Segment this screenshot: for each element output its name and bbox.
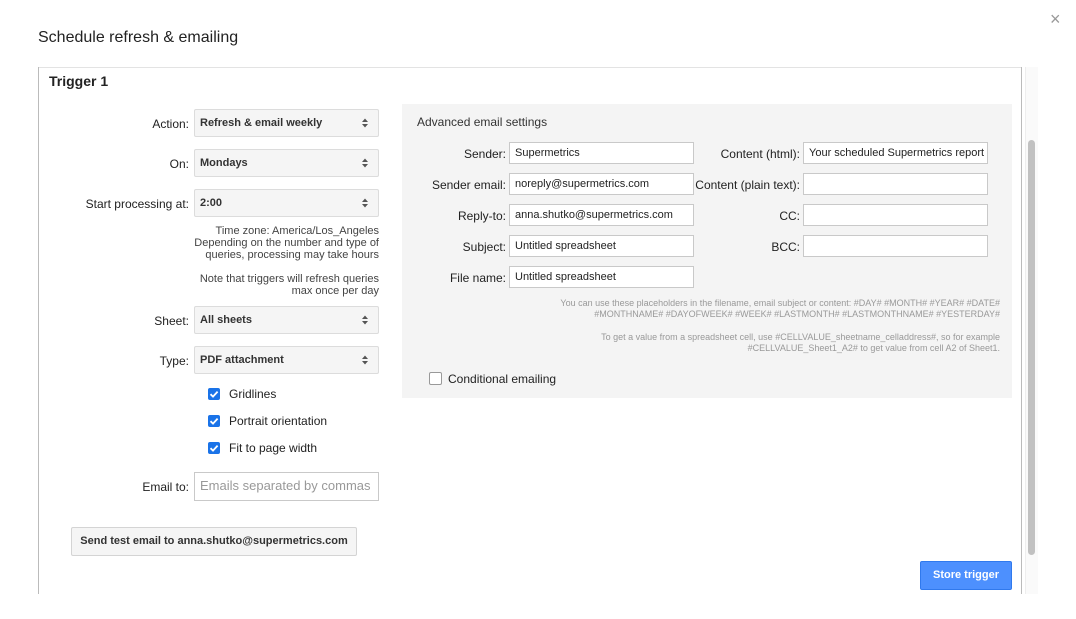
sheet-label: Sheet: [154, 314, 189, 328]
checkbox-checked-icon[interactable] [208, 388, 220, 400]
on-label: On: [169, 157, 189, 171]
timezone-note-line: Depending on the number and type of [194, 237, 379, 249]
file-name-label: File name: [449, 271, 506, 285]
sheet-select[interactable] [194, 306, 379, 334]
bcc-input[interactable] [803, 235, 988, 257]
subject-label: Subject: [462, 240, 506, 254]
check-icon [208, 388, 220, 400]
timezone-note-line: Time zone: America/Los_Angeles [215, 225, 379, 237]
placeholder-note-line: #MONTHNAME# #DAYOFWEEK# #WEEK# #LASTMONTH# #LASTMONTHNAME# #YESTERDAY# [594, 309, 1000, 319]
cc-label: CC: [779, 209, 800, 223]
close-icon[interactable]: × [1050, 9, 1061, 29]
trigger-title: Trigger 1 [49, 73, 109, 89]
content-right-border [1021, 67, 1022, 594]
cell-value-note [430, 332, 1000, 354]
send-test-email-button[interactable]: Send test email to anna.shutko@supermetrics.com [71, 527, 357, 556]
conditional-emailing-label: Conditional emailing [448, 372, 557, 386]
sender-email-input[interactable]: noreply@supermetrics.com [509, 173, 694, 195]
bcc-label: BCC: [771, 240, 800, 254]
check-icon [208, 415, 220, 427]
content-html-input[interactable]: Your scheduled Supermetrics report [803, 142, 988, 164]
subject-input[interactable]: Untitled spreadsheet [509, 235, 694, 257]
fit-to-page-width-label: Fit to page width [229, 441, 318, 455]
advanced-settings-title: Advanced email settings [417, 115, 548, 129]
portrait-orientation-label: Portrait orientation [229, 414, 328, 428]
fit-to-page-width-checkbox[interactable] [208, 441, 388, 455]
conditional-emailing-checkbox[interactable] [429, 372, 629, 386]
select-arrows-icon [361, 117, 369, 129]
email-to-input[interactable]: Emails separated by commas [194, 472, 379, 501]
select-arrows-icon [361, 314, 369, 326]
checkbox-checked-icon[interactable] [208, 442, 220, 454]
dialog-title: Schedule refresh & emailing [38, 29, 239, 46]
checkbox-checked-icon[interactable] [208, 415, 220, 427]
content-plain-label: Content (plain text): [695, 178, 800, 192]
on-select[interactable] [194, 149, 379, 177]
select-arrows-icon [361, 157, 369, 169]
email-to-label: Email to: [142, 480, 189, 494]
placeholder-note [430, 298, 1000, 320]
cell-value-note-line: #CELLVALUE_Sheet1_A2# to get value from cell A2 of Sheet1. [747, 343, 1000, 353]
content-html-label: Content (html): [720, 147, 800, 161]
action-label: Action: [152, 117, 189, 131]
scrollbar-thumb[interactable] [1028, 140, 1035, 555]
content-left-border [38, 67, 39, 594]
type-label: Type: [159, 354, 189, 368]
start-processing-label: Start processing at: [85, 197, 189, 211]
reply-to-label: Reply-to: [457, 209, 506, 223]
start-processing-select[interactable] [194, 189, 379, 217]
sender-label: Sender: [463, 147, 506, 161]
start-processing-value: 2:00 [200, 197, 223, 209]
select-arrows-icon [361, 354, 369, 366]
checkbox-unchecked-icon[interactable] [429, 372, 442, 385]
cc-input[interactable] [803, 204, 988, 226]
refresh-note [150, 273, 379, 297]
cell-value-note-line: To get a value from a spreadsheet cell, use #CELLVALUE_sheetname_celladdress#, so for example [601, 332, 1000, 342]
sender-input[interactable]: Supermetrics [509, 142, 694, 164]
refresh-note-line: Note that triggers will refresh queries [199, 273, 379, 285]
content-plain-input[interactable] [803, 173, 988, 195]
sender-email-label: Sender email: [431, 178, 506, 192]
file-name-input[interactable]: Untitled spreadsheet [509, 266, 694, 288]
type-value: PDF attachment [200, 354, 284, 366]
check-icon [208, 442, 220, 454]
reply-to-input[interactable]: anna.shutko@supermetrics.com [509, 204, 694, 226]
sheet-value: All sheets [200, 314, 252, 326]
timezone-note [150, 225, 379, 261]
on-value: Mondays [200, 157, 248, 169]
content-top-border [38, 67, 1022, 68]
placeholder-note-line: You can use these placeholders in the filename, email subject or content: #DAY# #MONTH# #YEAR# #DATE# [560, 298, 1000, 308]
refresh-note-line: max once per day [291, 285, 379, 297]
timezone-note-line: queries, processing may take hours [205, 249, 379, 261]
type-select[interactable] [194, 346, 379, 374]
action-value: Refresh & email weekly [200, 117, 323, 129]
gridlines-label: Gridlines [229, 387, 277, 401]
store-trigger-button[interactable]: Store trigger [920, 561, 1012, 590]
select-arrows-icon [361, 197, 369, 209]
gridlines-checkbox[interactable] [208, 387, 388, 401]
portrait-orientation-checkbox[interactable] [208, 414, 388, 428]
action-select[interactable] [194, 109, 379, 137]
